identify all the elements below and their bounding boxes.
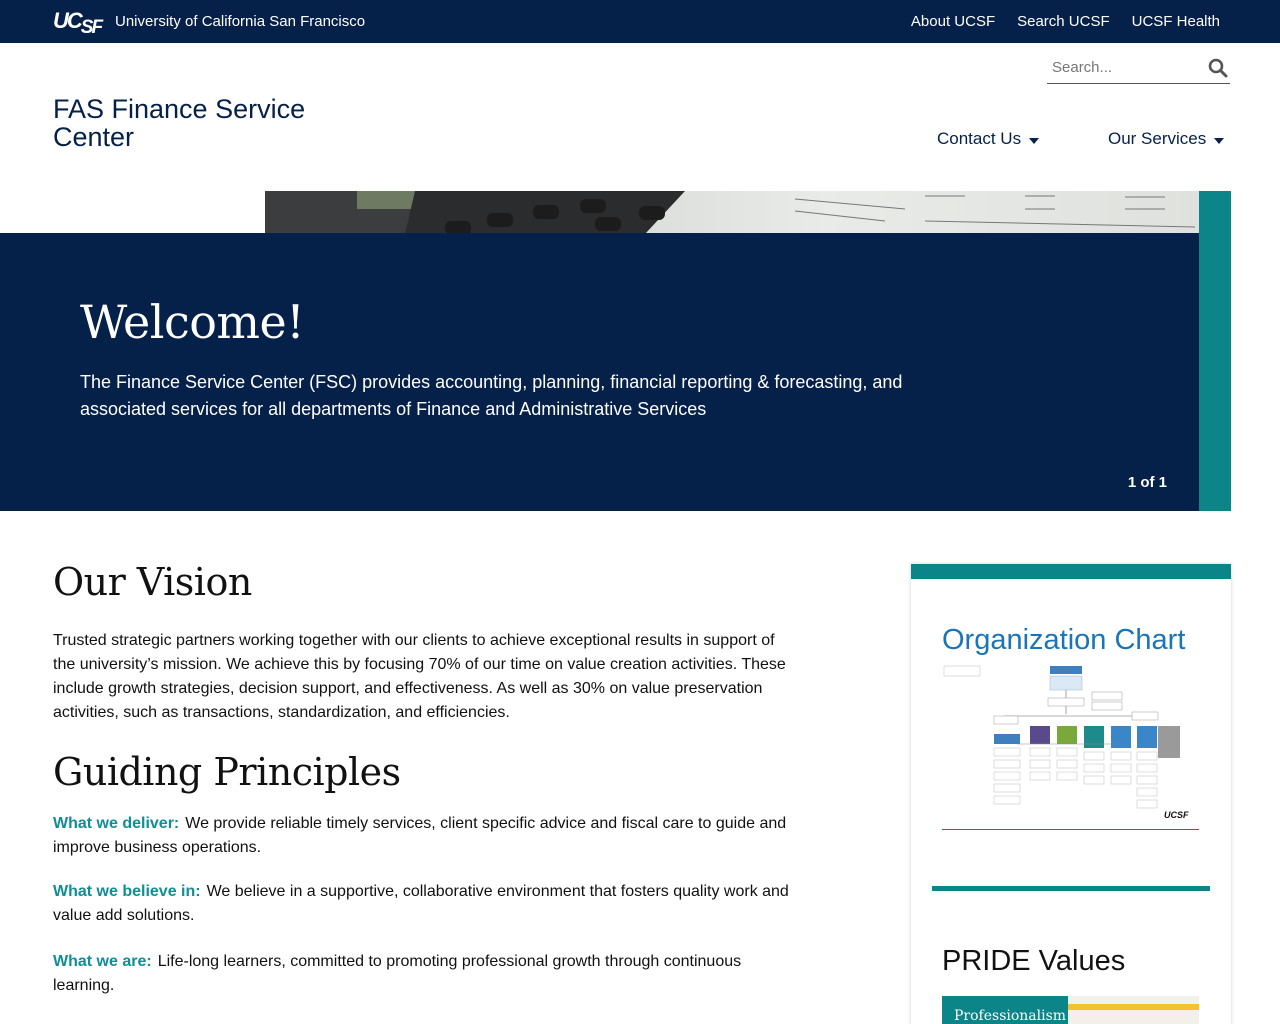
nav-our-services[interactable]	[1108, 129, 1224, 149]
svg-text:UCSF: UCSF	[1164, 810, 1189, 820]
calculator-illustration	[265, 191, 1199, 234]
vision-text: Trusted strategic partners working together with our clients to achieve exceptional results in support of the university’s mission. We achieve this by focusing 70% of our time on value creation activities. These include growth strategies, decision support, and effectiveness. As well as 30% on value preservation activities, such as transactions, standardization, and efficiencies.	[53, 632, 786, 721]
nav-our-services-label: Our Services	[1108, 129, 1207, 148]
search-box	[1047, 56, 1230, 84]
caret-down-icon	[1029, 138, 1039, 144]
top-nav	[911, 13, 1220, 30]
search-icon[interactable]	[1208, 58, 1228, 78]
hero-title: Welcome!	[80, 295, 305, 349]
caret-down-icon	[1214, 138, 1224, 144]
slide-pager: 1 of 1	[1127, 474, 1167, 491]
site-title[interactable]: FAS Finance Service Center	[53, 94, 306, 152]
sidebar-card	[911, 564, 1231, 1024]
hero-text: The Finance Service Center (FSC) provides accounting, planning, financial reporting & forecasting, and associated services for all departments of Finance and Administrative Services	[80, 372, 903, 419]
org-chart-thumbnail[interactable]	[942, 664, 1199, 830]
hero-calculator-image	[265, 191, 1199, 234]
top-bar	[0, 0, 1280, 43]
pride-image-photo	[1068, 996, 1199, 1024]
search-input[interactable]	[1052, 59, 1202, 76]
principle-text: We provide reliable timely services, client specific advice and fiscal care to guide and improve business operations.	[53, 815, 787, 856]
university-name[interactable]: University of California San Francisco	[115, 13, 366, 30]
hero-banner	[0, 233, 1199, 511]
principle-lead: What we believe in:	[53, 883, 201, 900]
nav-contact-us-label: Contact Us	[937, 129, 1022, 148]
vision-heading: Our Vision	[53, 560, 252, 604]
hero-accent-strip	[1199, 191, 1231, 511]
principle-believe	[53, 880, 798, 928]
org-chart-link[interactable]: Organization Chart	[942, 624, 1186, 656]
principle-deliver	[53, 812, 798, 860]
pride-image-text: Professionalism	[954, 1008, 1067, 1024]
nav-contact-us[interactable]	[937, 129, 1039, 149]
principle-lead: What we deliver:	[53, 815, 180, 832]
pride-image-panel	[942, 996, 1068, 1024]
principle-text: We believe in a supportive, collaborative environment that fosters quality work and value add solutions.	[53, 883, 789, 924]
pride-values-image[interactable]	[942, 996, 1199, 1024]
org-chart-image	[942, 664, 1199, 830]
principle-are	[53, 950, 798, 998]
search-ucsf-link[interactable]: Search UCSF	[1017, 13, 1110, 30]
about-ucsf-link[interactable]: About UCSF	[910, 13, 996, 30]
principles-heading: Guiding Principles	[53, 750, 401, 794]
principle-text: Life-long learners, committed to promoting professional growth through continuous learning.	[53, 953, 742, 994]
principle-lead: What we are:	[53, 953, 152, 970]
ucsf-health-link[interactable]: UCSF Health	[1131, 13, 1220, 30]
card-divider	[932, 886, 1210, 891]
ucsf-logo[interactable]: UCSF	[53, 8, 102, 38]
pride-values-heading: PRIDE Values	[942, 945, 1126, 977]
